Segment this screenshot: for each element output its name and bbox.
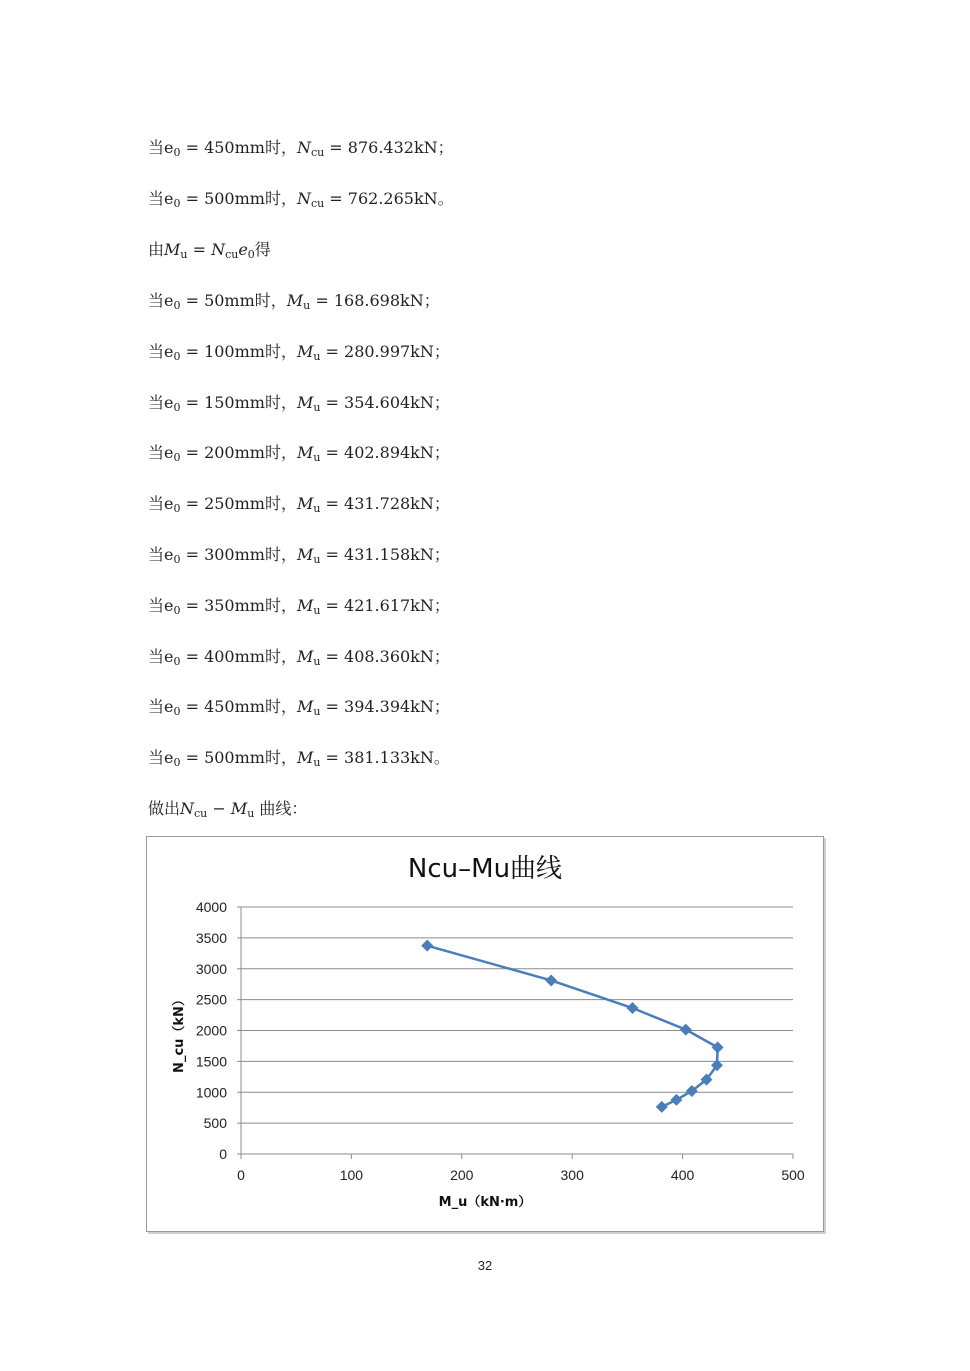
x-tick-label: 200 (450, 1167, 474, 1183)
variable: = N (187, 240, 226, 259)
x-tick-label: 500 (781, 1167, 805, 1183)
result-value: = 421.617kN； (320, 595, 450, 615)
result-value: = 431.728kN； (320, 494, 450, 514)
y-tick-label: 1000 (195, 1084, 227, 1101)
variable: M (296, 392, 314, 412)
line-prefix: 当e (148, 545, 174, 564)
line-prefix: 当e (148, 646, 174, 666)
x-tick-label: 0 (237, 1167, 245, 1183)
line-prefix: 当e (148, 138, 174, 157)
eccentricity-value: = 500mm时， (180, 748, 297, 768)
variable: e (238, 240, 248, 259)
eccentricity-value: = 350mm时， (180, 595, 297, 615)
y-tick-label: 3000 (195, 960, 227, 977)
subscript: 0 (173, 451, 181, 465)
mu-line (148, 440, 450, 464)
subscript: u (313, 603, 321, 617)
line-prefix: 做出 (148, 799, 181, 818)
data-point (421, 940, 433, 952)
ncu-line (148, 186, 454, 210)
result-value: = 168.698kN； (310, 291, 440, 310)
line-prefix: 当e (148, 341, 174, 361)
subscript: cu (194, 807, 208, 820)
y-tick-label: 4000 (195, 899, 227, 915)
result-value: = 280.997kN； (320, 341, 450, 361)
variable: N (296, 138, 311, 157)
line-prefix: 当e (148, 748, 174, 768)
subscript: u (247, 807, 255, 820)
page-number: 32 (477, 1258, 493, 1273)
y-tick-label: 2500 (195, 991, 227, 1008)
eccentricity-value: = 300mm时， (180, 545, 297, 564)
variable: M (164, 240, 181, 259)
line-suffix: 得 (254, 240, 271, 259)
variable: M (230, 799, 248, 818)
subscript: 0 (173, 603, 181, 617)
line-prefix: 当e (148, 494, 174, 514)
subscript: 0 (173, 502, 181, 516)
subscript: u (303, 299, 311, 312)
y-tick-label: 500 (203, 1115, 227, 1132)
subscript: cu (310, 146, 325, 159)
variable: M (296, 595, 314, 615)
x-tick-label: 100 (339, 1167, 364, 1183)
formula-line (148, 237, 271, 261)
mu-line (148, 491, 450, 515)
result-value: = 762.265kN。 (324, 189, 454, 208)
eccentricity-value: = 500mm时， (180, 189, 297, 208)
line-suffix: 曲线： (254, 799, 308, 818)
variable: N (180, 799, 195, 818)
chart-title: Ncu–Mu曲线 (407, 854, 563, 884)
result-value: = 354.604kN； (320, 392, 450, 412)
result-value: = 408.360kN； (320, 646, 450, 666)
variable: M (296, 494, 314, 514)
mu-line (148, 644, 450, 668)
variable: M (286, 291, 304, 310)
line-prefix: 由 (148, 240, 165, 259)
result-value: = 431.158kN； (320, 545, 450, 564)
ncu-mu-chart (147, 837, 823, 1231)
eccentricity-value: = 100mm时， (180, 341, 297, 361)
line-prefix: 当e (148, 392, 174, 412)
y-tick-label: 1500 (195, 1053, 227, 1070)
subscript: 0 (247, 248, 255, 261)
result-value: = 381.133kN。 (320, 748, 450, 768)
subscript: u (313, 756, 321, 770)
line-prefix: 当e (148, 291, 174, 310)
subscript: cu (310, 197, 325, 210)
subscript: u (180, 248, 188, 261)
subscript: 0 (173, 197, 181, 210)
data-point (680, 1024, 692, 1036)
mu-line (148, 694, 450, 718)
mu-line (148, 542, 450, 566)
ncu-line (148, 135, 454, 159)
y-tick-label: 2000 (195, 1022, 227, 1039)
y-axis-label: N_cu（kN） (172, 993, 187, 1073)
data-point (656, 1101, 668, 1113)
series-line (427, 946, 717, 1107)
data-point (712, 1041, 724, 1053)
line-prefix: 当e (148, 443, 174, 463)
subscript: 0 (173, 299, 181, 312)
subscript: cu (225, 248, 239, 261)
curve-heading-line (148, 796, 307, 820)
eccentricity-value: = 250mm时， (180, 494, 297, 514)
subscript: u (313, 705, 321, 719)
subscript: 0 (173, 705, 181, 719)
variable: M (296, 646, 314, 666)
variable: M (296, 443, 314, 463)
result-value: = 876.432kN； (324, 138, 454, 157)
eccentricity-value: = 450mm时， (180, 697, 297, 717)
mu-line (148, 593, 450, 617)
eccentricity-value: = 400mm时， (180, 646, 297, 666)
subscript: 0 (173, 756, 181, 770)
subscript: 0 (173, 349, 181, 363)
mu-line (148, 745, 450, 769)
subscript: u (313, 502, 321, 516)
line-prefix: 当e (148, 595, 174, 615)
chart-frame (146, 836, 824, 1232)
line-prefix: 当e (148, 697, 174, 717)
eccentricity-value: = 150mm时， (180, 392, 297, 412)
result-value: = 394.394kN； (320, 697, 450, 717)
x-tick-label: 400 (670, 1167, 695, 1183)
subscript: 0 (173, 553, 181, 566)
variable: M (296, 545, 314, 564)
x-tick-label: 300 (560, 1167, 584, 1183)
mu-line (148, 339, 450, 363)
operator: − (207, 799, 231, 818)
subscript: u (313, 349, 321, 363)
variable: M (296, 748, 314, 768)
subscript: u (313, 451, 321, 465)
subscript: 0 (173, 654, 181, 668)
subscript: u (313, 400, 321, 414)
x-axis-label: M_u（kN·m） (438, 1195, 532, 1210)
mu-line (148, 288, 440, 312)
subscript: u (313, 553, 321, 566)
result-value: = 402.894kN； (320, 443, 450, 463)
data-point (545, 974, 557, 986)
line-prefix: 当e (148, 189, 174, 208)
mu-line (148, 390, 450, 414)
data-point (626, 1002, 638, 1014)
eccentricity-value: = 200mm时， (180, 443, 297, 463)
variable: M (296, 341, 314, 361)
eccentricity-value: = 450mm时， (180, 138, 297, 157)
data-point (670, 1094, 682, 1106)
subscript: 0 (173, 400, 181, 414)
y-tick-label: 0 (219, 1146, 227, 1162)
eccentricity-value: = 50mm时， (180, 291, 287, 310)
variable: M (296, 697, 314, 717)
variable: N (296, 189, 311, 208)
subscript: 0 (173, 146, 181, 159)
subscript: u (313, 654, 321, 668)
y-tick-label: 3500 (195, 929, 227, 946)
